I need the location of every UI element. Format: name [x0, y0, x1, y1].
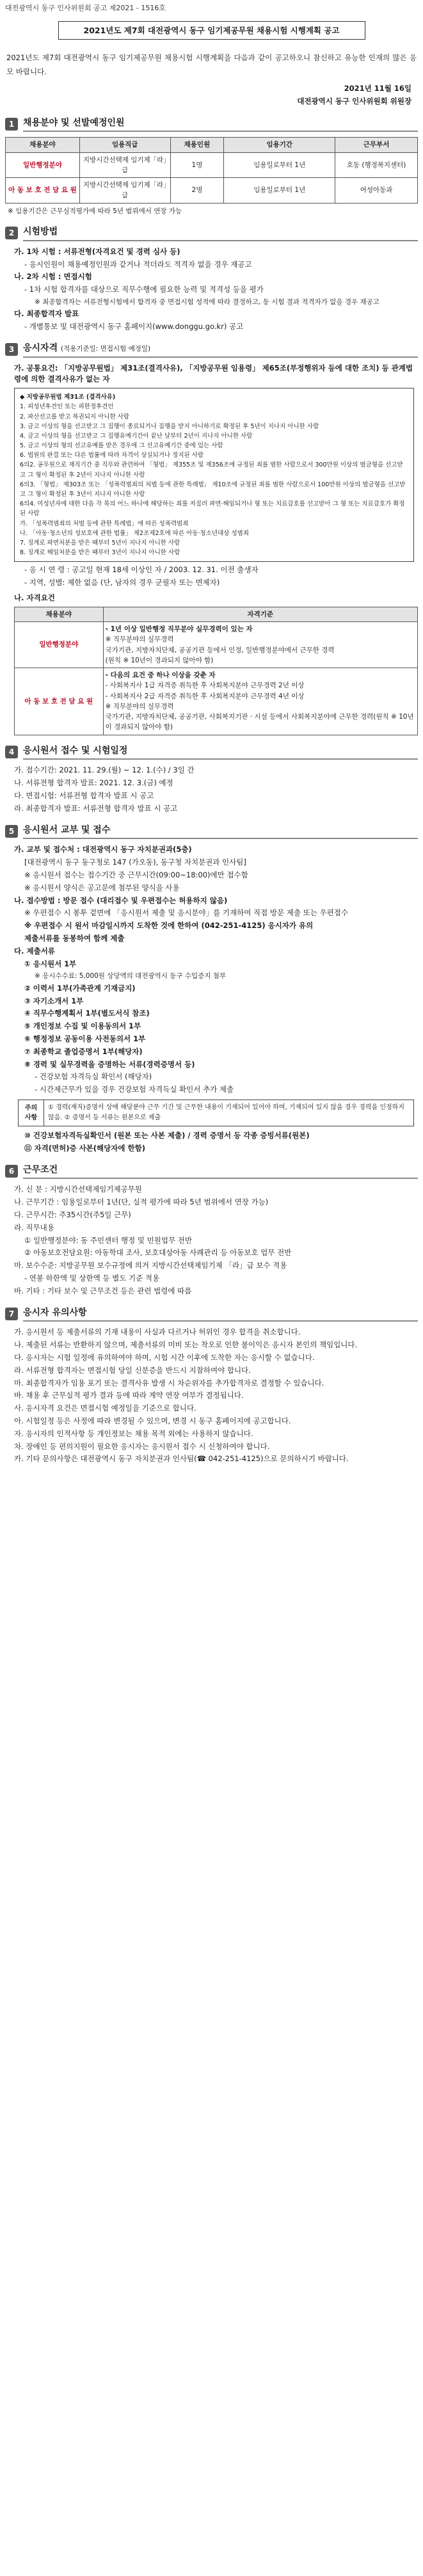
application-method-warning: ※ 우편접수 시 원서 마감일시까지 도착한 것에 한하여 (042-251-4125) 응시자가 유의 — [24, 921, 314, 931]
table-header-row — [15, 607, 418, 621]
criteria-line: (원칙 ※ 10년이 경과되지 않아야 함) — [105, 656, 214, 664]
salary-note: - 연봉 하한액 및 상한액 등 별도 기준 적용 — [24, 1274, 160, 1283]
announcement-title: 2021년도 제7회 대전광역시 동구 임기제공무원 채용시험 시행계획 공고 — [58, 21, 365, 40]
section-title: 응시원서 교부 및 접수 — [23, 824, 418, 840]
table-note: ※ 임용기간은 근무실적평가에 따라 5년 범위에서 연장 가능 — [8, 207, 182, 215]
document-item: ⑤ 개인정보 수집 및 이용동의서 1부 — [24, 1021, 141, 1031]
dept-cell: 여성아동과 — [335, 178, 418, 204]
condition-item: 라. 직무내용 — [14, 1222, 54, 1232]
box-line: 5. 금고 이상의 형의 선고유예를 받은 경우에 그 선고유예기간 중에 있는 사람 — [20, 442, 223, 450]
application-method-note: ※ 우편접수 시 봉투 겉면에 「응시원서 제출 및 응시분야」를 기재하여 직접 방문 제출 또는 우편접수 — [24, 908, 348, 918]
caution-item: 라. 서류전형 합격자는 면접시험 당일 신분증을 반드시 지참하여야 합니다. — [14, 1365, 251, 1375]
box-line: 8. 징계로 해임처분을 받은 때부터 3년이 지나지 아니한 사람 — [20, 549, 180, 557]
caution-item: 자. 응시자의 인적사항 등 개인정보는 채용 목적 외에는 사용하지 않습니다. — [14, 1428, 253, 1438]
table-header-row — [6, 138, 418, 152]
caution-item: 바. 채용 후 근무실적 평가 결과 등에 따라 계약 연장 여부가 결정됩니다. — [14, 1391, 244, 1400]
section-1-header — [5, 116, 418, 132]
issuing-organization: 대전광역시 동구 인사위원회 위원장 — [297, 96, 411, 106]
dept-cell: 호동 (행정복지센터) — [335, 152, 418, 178]
box-line: 6의2. 공무원으로 재직기간 중 직무와 관련하여 「형법」 제355조 및 제356조에 규정된 죄를 범한 사람으로서 300만원 이상의 벌금형을 선고받고 그 형이 확정된 후 2년이 지나지 아니한 사람 — [20, 461, 403, 479]
table-row — [15, 668, 418, 735]
caution-item: 마. 최종합격자가 임용 포기 또는 결격사유 발생 시 차순위자를 추가합격자로 결정할 수 있습니다. — [14, 1378, 324, 1388]
qualification-heading: 나. 자격요건 — [14, 593, 55, 602]
criteria-line: - 1년 이상 일반행정 직무분야 실무경력이 있는 자 — [105, 625, 253, 634]
document-item: ④ 직무수행계획서 1부(별도서식 참조) — [24, 1009, 150, 1018]
application-note: ※ 응시원서 양식은 공고문에 첨부된 양식을 사용 — [24, 883, 180, 892]
section-number: 4 — [5, 746, 18, 758]
document-item: ③ 자기소개서 1부 — [24, 996, 84, 1005]
header-cell: 자격기준 — [103, 607, 417, 621]
application-note: ※ 응시원서 접수는 접수기간 중 근무시간(09:00~18:00)에만 접수함 — [24, 870, 248, 879]
section-title: 응시원서 접수 및 시험일정 — [23, 744, 418, 760]
region-sex-requirement: - 지역, 성별: 제한 없음 (단, 남자의 경우 군필자 또는 면제자) — [24, 578, 220, 588]
section-number: 6 — [5, 1165, 18, 1178]
document-item-note: ※ 응시수수료: 5,000원 상당액의 대전광역시 동구 수입증지 첨부 — [35, 972, 227, 980]
caution-item: 가. 응시원서 등 제출서류의 기재 내용이 사실과 다르거나 허위인 경우 합격을 취소합니다. — [14, 1327, 301, 1337]
criteria-line: ※ 직무분야의 실무경력 — [105, 636, 174, 644]
exam-step-2: 나. 2차 시험 : 면접시험 — [14, 272, 92, 282]
header-cell: 채용분야 — [15, 607, 104, 621]
period-cell: 임용일로부터 1년 — [224, 152, 335, 178]
section-5-header — [5, 824, 418, 840]
section-title-sub: (적용기준일: 면접시험 예정일) — [60, 344, 151, 353]
schedule-item: 다. 면접시험: 서류전형 합격자 발표 시 공고 — [14, 791, 154, 801]
document-item: ② 이력서 1부(가족관계 기재금지) — [24, 983, 136, 993]
schedule-item: 라. 최종합격자 발표: 서류전형 합격자 발표 시 공고 — [14, 803, 178, 813]
count-cell: 1명 — [170, 152, 224, 178]
criteria-cell — [103, 622, 417, 668]
caution-text: ① 경력(재직)증명서 상에 해당분야 근무 기간 및 근무한 내용이 기재되어 있어야 하며, 기재되어 있지 않을 경우 경력을 인정하지 않음. ② 증명서 등 서류는 원본으로 제출 — [48, 1104, 404, 1122]
section-6-header — [5, 1164, 418, 1180]
box-line: 6의3. 「형법」 제303조 또는 「성폭력범죄의 처벌 등에 관한 특례법」 제10조에 규정된 죄를 범한 사람으로서 100만원 이상의 벌금형을 선고받고 그 형이 확정된 후 3년이 지나지 아니한 사람 — [20, 481, 406, 499]
header-cell: 근무부서 — [335, 138, 418, 152]
application-address: [대전광역시 동구 동구청로 147 (가오동), 동구청 자치분권과 인사팀] — [24, 858, 246, 867]
criteria-line: 국가기관, 지방자치단체, 공공기관, 사회복지기관 · 시설 등에서 사회복지분야에 근무한 경력(원칙 ※ 10년이 경과되지 않아야 함) — [105, 713, 414, 732]
document-item: ⑥ 행정정보 공동이용 사전동의서 1부 — [24, 1034, 146, 1043]
age-requirement: - 응 시 연 령 : 공고일 현재 18세 이상인 자 / 2003. 12. 31. 이전 출생자 — [24, 565, 259, 575]
document-extra: - 시간제근무가 있을 경우 건강보험 자격득실 확인서 추가 제출 — [35, 1085, 234, 1094]
section-title: 근무조건 — [23, 1164, 418, 1180]
section-title: 시험방법 — [23, 225, 418, 241]
table-row — [6, 178, 418, 204]
caution-label: 주의 사항 — [19, 1100, 44, 1126]
criteria-line: - 사회복지사 1급 자격증 취득한 후 사회복지분야 근무경력 2년 이상 — [105, 682, 305, 690]
caution-box — [18, 1100, 414, 1126]
document-extra: - 건강보험 자격득실 확인서 (해당자) — [35, 1072, 152, 1082]
section-number: 2 — [5, 227, 18, 239]
section-number: 3 — [5, 343, 18, 356]
document-item: ① 응시원서 1부 — [24, 959, 77, 968]
bulletin-number: 대전광역시 동구 인사위원회 공고 제2021 - 1516호 — [5, 4, 166, 12]
intro-text: 2021년도 제7회 대전광역시 동구 임기제공무원 채용시험 시행계획을 다음과 같이 공고하오니 참신하고 유능한 인재의 많은 응모 바랍니다. — [6, 53, 417, 77]
caution-item: 차. 장애인 등 편의지원이 필요한 응시자는 응시원서 접수 시 신청하여야 합니다. — [14, 1441, 270, 1451]
document-item: ⑧ 경력 및 실무경력을 증명하는 서류(경력증명서 등) — [24, 1059, 195, 1069]
duty-item: ① 일반행정분야: 동 주민센터 행정 및 민원업무 전반 — [24, 1235, 192, 1245]
announcement-date: 2021년 11월 16일 — [344, 84, 411, 93]
box-line: 2. 파산선고를 받고 복권되지 아니한 사람 — [20, 413, 129, 420]
criteria-line: 국가기관, 지방자치단체, 공공기관 등에서 인정, 일반행정분야에서 근무한 경력 — [105, 646, 335, 654]
box-line: 1. 피성년후견인 또는 피한정후견인 — [20, 403, 114, 411]
criteria-line: - 사회복지사 2급 자격증 취득한 후 사회복지분야 근무경력 4년 이상 — [105, 692, 305, 700]
duty-item: ② 아동보호전담요원: 아동학대 조사, 보호대상아동 사례관리 등 아동보호 업무 전반 — [24, 1248, 292, 1258]
caution-item: 사. 응시자격 요건은 면접시험 예정일을 기준으로 합니다. — [14, 1404, 196, 1413]
document-item: ⑦ 최종학교 졸업증명서 1부(해당자) — [24, 1046, 143, 1056]
header-cell: 임용직급 — [79, 138, 170, 152]
box-line: 6. 법원의 판결 또는 다른 법률에 따라 자격이 상실되거나 정지된 사람 — [20, 452, 204, 460]
disqualification-box — [14, 388, 414, 562]
table-row — [6, 152, 418, 178]
count-cell: 2명 — [170, 178, 224, 204]
exam-step-2-detail: ※ 최종합격자는 서류전형시험에서 합격자 중 면접시험 성적에 따라 결정하고, 동 시험 결과 적격자가 없을 경우 재공고 — [35, 298, 379, 306]
grade-cell: 지방시간선택제 임기제「라」급 — [79, 152, 170, 178]
condition-item: 마. 보수수준: 지방공무원 보수규정에 의거 지방시간선택제임기제 「라」급 보수 적용 — [14, 1261, 287, 1270]
condition-item: 나. 근무기간 : 임용일로부터 1년(단, 실적 평가에 따라 5년 범위에서 연장 가능) — [14, 1197, 269, 1207]
box-line: 가. 「성폭력범죄의 처벌 등에 관한 특례법」에 따른 성폭력범죄 — [20, 520, 189, 527]
box-title: ◆ 지방공무원법 제31조 (결격사유) — [20, 394, 116, 401]
field-cell: 일반행정분야 — [15, 622, 104, 668]
final-announcement-note: - 개별통보 및 대전광역시 동구 홈페이지(www.donggu.go.kr) 공고 — [24, 322, 244, 332]
recruitment-table — [5, 137, 418, 203]
application-method: 나. 접수방법 : 방문 접수 (대리접수 및 우편접수는 허용하지 않음) — [14, 895, 228, 905]
header-cell: 임용기간 — [224, 138, 335, 152]
section-number: 7 — [5, 1308, 18, 1320]
exam-step-2-note: - 1차 시험 합격자를 대상으로 직무수행에 필요한 능력 및 적격성 등을 평가 — [24, 285, 264, 294]
section-3-header — [5, 342, 418, 358]
document-item: ⑪ 자격(면허)증 사본(해당자에 한함) — [24, 1143, 145, 1153]
application-place: 가. 교부 및 접수처 : 대전광역시 동구 자치분권과(5층) — [14, 845, 192, 854]
condition-item: 가. 신 분 : 지방시간선택제임기제공무원 — [14, 1185, 142, 1194]
box-line: 6의4. 미성년자에 대한 다음 각 목의 어느 하나에 해당하는 죄를 저질러 파면·해임되거나 형 또는 치료감호를 선고받아 그 형 또는 치료감호가 확정된 사람 — [20, 500, 405, 518]
section-number: 1 — [5, 118, 18, 131]
box-line: 3. 금고 이상의 형을 선고받고 그 집행이 종료되거나 집행을 받지 아니하기로 확정된 후 5년이 지나지 아니한 사람 — [20, 422, 319, 430]
criteria-line: - 다음의 요건 중 하나 이상을 갖춘 자 — [105, 671, 216, 680]
condition-item: 다. 근무시간: 주35시간(주5일 근무) — [14, 1210, 131, 1219]
criteria-cell — [103, 668, 417, 735]
final-announcement: 다. 최종합격자 발표 — [14, 309, 79, 319]
box-line: 7. 징계로 파면처분을 받은 때부터 5년이 지나지 아니한 사람 — [20, 539, 180, 547]
schedule-item: 나. 서류전형 합격자 발표: 2021. 12. 3.(금) 예정 — [14, 778, 173, 788]
table-row — [15, 622, 418, 668]
section-title: 채용분야 및 선발예정인원 — [23, 116, 418, 132]
caution-item: 카. 기타 문의사항은 대전광역시 동구 자치분권과 인사팀(☎ 042-251-4125)으로 문의하시기 바랍니다. — [14, 1454, 349, 1464]
caution-item: 다. 응시자는 시험 일정에 유의하여야 하며, 시험 시간 이후에 도착한 자는 응시할 수 없습니다. — [14, 1352, 315, 1362]
section-number: 5 — [5, 825, 18, 838]
common-requirement: 가. 공통요건: 「지방공무원법」 제31조(결격사유), 「지방공무원 임용령」 제65조(부정행위자 등에 대한 조치) 등 관계법령에 의한 결격사유가 없는 자 — [14, 363, 413, 384]
section-4-header — [5, 744, 418, 760]
grade-cell: 지방시간선택제 임기제「라」급 — [79, 178, 170, 204]
field-cell: 일반행정분야 — [6, 152, 80, 178]
documents-heading: 다. 제출서류 — [14, 946, 55, 956]
field-cell: 아 동 보 호 전 담 요 원 — [15, 668, 104, 735]
section-title-text: 응시자격 — [23, 342, 58, 353]
schedule-item: 가. 접수기간: 2021. 11. 29.(월) ~ 12. 1.(수) / 3일 간 — [14, 765, 195, 775]
caution-item: 나. 제출된 서류는 반환하지 않으며, 제출서류의 미비 또는 착오로 인한 불이익은 응시자 본인의 책임입니다. — [14, 1340, 358, 1350]
box-line: 4. 금고 이상의 형을 선고받고 그 집행유예기간이 끝난 날부터 2년이 지나지 아니한 사람 — [20, 432, 253, 440]
section-2-header — [5, 225, 418, 241]
document-item: ⑩ 건강보험자격득실확인서 (원본 또는 사본 제출) / 경력 증명서 등 각종 증빙서류(원본) — [24, 1131, 310, 1140]
caution-item: 아. 시험일정 등은 사정에 따라 변경될 수 있으며, 변경 시 동구 홈페이지에 공고합니다. — [14, 1416, 291, 1426]
exam-step-1: 가. 1차 시험 : 서류전형(자격요건 및 경력 심사 등) — [14, 246, 180, 256]
application-method-warning: 제출서류를 동봉하여 함께 제출 — [24, 934, 125, 943]
section-title — [23, 342, 418, 358]
criteria-line: ※ 직무분야의 실무경력 — [105, 702, 174, 710]
condition-item: 바. 기타 : 기타 보수 및 근무조건 등은 관련 법령에 따름 — [14, 1286, 192, 1295]
period-cell: 임용일로부터 1년 — [224, 178, 335, 204]
field-cell: 아 동 보 호 전 담 요 원 — [6, 178, 80, 204]
section-7-header — [5, 1306, 418, 1322]
box-line: 나. 「아동·청소년의 성보호에 관한 법률」 제2조제2호에 따른 아동·청소년대상 성범죄 — [20, 529, 249, 537]
qualification-table — [14, 607, 418, 735]
section-title: 응시자 유의사항 — [23, 1306, 418, 1322]
exam-step-1-note: - 응시인원이 채용예정인원과 같거나 적더라도 적격자 없을 경우 재공고 — [24, 259, 252, 269]
header-cell: 채용분야 — [6, 138, 80, 152]
header-cell: 채용인원 — [170, 138, 224, 152]
